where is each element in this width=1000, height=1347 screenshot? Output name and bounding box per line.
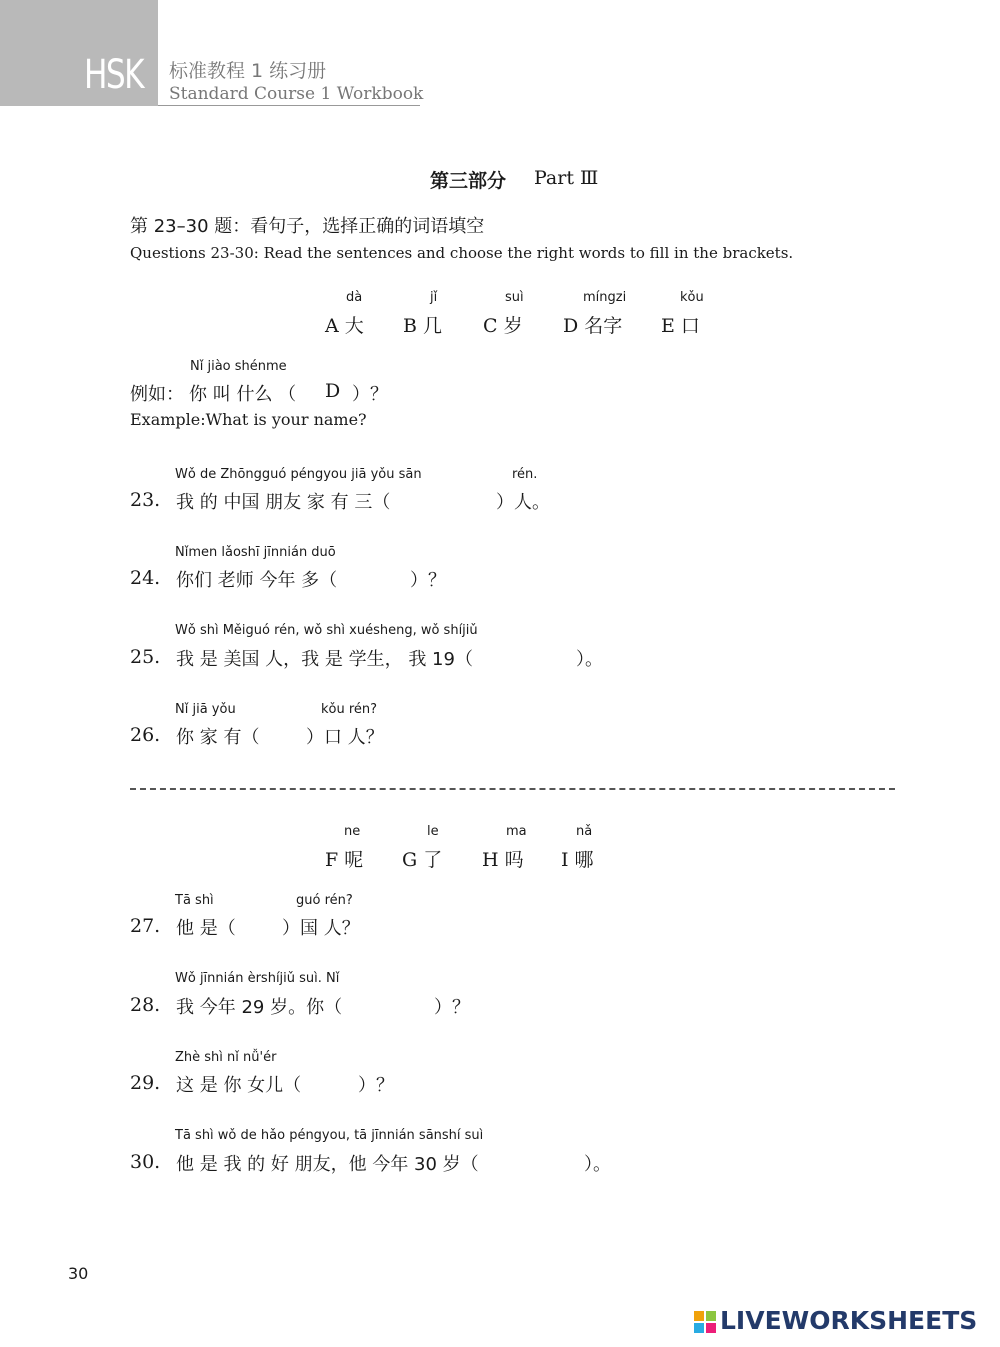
hsk-logo: HSK [84,52,144,98]
question-text-before: 我 是 美国 人，我 是 学生， 我 19（ [176,649,473,670]
question-pinyin: Zhè shì nǐ nǚ'ér [175,1050,277,1065]
option-label: H 吗 [482,849,524,871]
option-label: B 几 [403,315,443,337]
example-sentence: 你 叫 什么 （ [189,384,297,405]
question-number: 30. [130,1151,161,1173]
question-pinyin: Nǐ jiā yǒu [175,702,236,717]
dashed-divider [130,788,895,790]
option-pinyin: le [427,824,439,839]
option-label: F 呢 [325,849,364,871]
option-pinyin: míngzi [583,290,627,305]
option-label: G 了 [402,849,443,871]
question-text-before: 我 今年 29 岁。你（ [176,997,343,1018]
option-label: C 岁 [483,315,523,337]
option-label: D 名字 [563,315,623,337]
question-text-before: 我 的 中国 朋友 家 有 三（ [176,492,391,513]
question-text-after: ）。 [576,649,603,670]
question-number: 24. [130,567,161,589]
question-text-before: 他 是 我 的 好 朋友，他 今年 30 岁（ [176,1154,479,1175]
question-text-after: ）口 人？ [306,727,384,748]
option-pinyin: nǎ [576,824,593,839]
liveworksheets-logo-icon [694,1311,716,1333]
question-text-after: ）。 [584,1154,611,1175]
question-text-after: ）国 人？ [282,918,360,939]
example-label: 例如： [130,384,184,405]
question-pinyin: Wǒ shì Měiguó rén, wǒ shì xuésheng, wǒ shíjiǔ [175,623,478,638]
header-title-en: Standard Course 1 Workbook [169,84,424,104]
instruction-cn: 第 23–30 题：看句子，选择正确的词语填空 [130,216,485,237]
example-english: Example:What is your name? [130,410,367,429]
question-number: 26. [130,724,161,746]
example-answer: D [325,380,341,402]
question-pinyin-tail: guó rén? [296,893,353,908]
option-pinyin: jǐ [430,290,438,305]
option-pinyin: dà [346,290,363,305]
question-text-before: 你们 老师 今年 多（ [176,570,338,591]
option-pinyin: ma [506,824,527,839]
question-text-after: ）人。 [496,492,550,513]
watermark[interactable]: LIVEWORKSHEETS [720,1306,978,1335]
question-number: 28. [130,994,161,1016]
question-number: 29. [130,1072,161,1094]
example-close: ）？ [352,384,388,405]
question-pinyin: Nǐmen lǎoshī jīnnián duō [175,545,336,560]
question-text-after: ）？ [434,997,470,1018]
example-pinyin: Nǐ jiào shénme [190,359,287,374]
option-label: A 大 [325,315,364,337]
question-pinyin-tail: kǒu rén? [321,702,378,717]
question-text-after: ）？ [410,570,446,591]
option-label: I 哪 [561,849,594,871]
option-pinyin: suì [505,290,524,305]
question-pinyin: Wǒ de Zhōngguó péngyou jiā yǒu sān [175,467,422,482]
option-pinyin: ne [344,824,361,839]
option-label: E 口 [661,315,700,337]
section-title-cn: 第三部分 [430,170,507,192]
option-pinyin: kǒu [680,290,704,305]
question-number: 27. [130,915,161,937]
question-number: 25. [130,646,161,668]
question-pinyin: Tā shì [175,893,214,908]
header-underline [158,105,420,106]
question-text-before: 这 是 你 女儿（ [176,1075,302,1096]
section-title-en: Part Ⅲ [534,167,599,189]
page-number: 30 [68,1264,89,1283]
question-pinyin: Wǒ jīnnián èrshíjiǔ suì. Nǐ [175,971,340,986]
question-number: 23. [130,489,161,511]
question-pinyin-tail: rén. [512,467,538,482]
question-text-before: 你 家 有（ [176,727,260,748]
header-title-cn: 标准教程 1 练习册 [169,60,327,82]
instruction-en: Questions 23-30: Read the sentences and choose the right words to fill in the brackets. [130,244,794,262]
question-pinyin: Tā shì wǒ de hǎo péngyou, tā jīnnián sānshí suì [175,1128,484,1143]
question-text-after: ）？ [358,1075,394,1096]
question-text-before: 他 是（ [176,918,236,939]
